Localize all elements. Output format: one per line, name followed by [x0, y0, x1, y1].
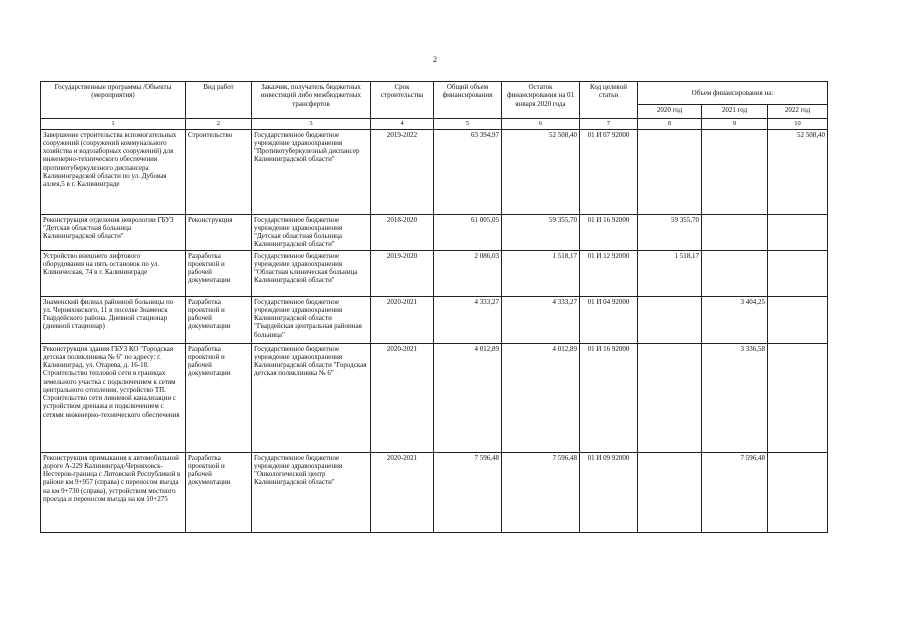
cell-remainder: 59 355,70 — [502, 214, 580, 250]
cell-program: Завершение строительства вспомогательных сооружений (сооружений коммунального хозяйства и водозаборных сооружений) для инженерно-технического обеспечения противотуберкулезного диспансера Калининградской области по ул. Дубовая аллея,5 в г. Калининграде — [41, 129, 186, 214]
cell-term: 2019-2020 — [371, 250, 434, 296]
cell-total: 7 596,48 — [434, 452, 502, 532]
cell-2021: 3 336,58 — [702, 343, 768, 452]
table-row — [41, 129, 828, 214]
header-total: Общий объем финансирования — [434, 82, 502, 119]
cell-code: 01 И 07 92000 — [580, 129, 638, 214]
column-number: 4 — [371, 119, 434, 130]
cell-customer: Государственное бюджетное учреждение здравоохранения "Онкологический центр Калининградской области" — [252, 452, 371, 532]
cell-2020 — [638, 452, 702, 532]
cell-2022 — [768, 250, 828, 296]
cell-term: 2020-2021 — [371, 296, 434, 343]
cell-total: 4 333,27 — [434, 296, 502, 343]
cell-2021: 7 596,48 — [702, 452, 768, 532]
cell-total: 63 394,97 — [434, 129, 502, 214]
cell-code: 01 И 16 92000 — [580, 343, 638, 452]
cell-customer: Государственное бюджетное учреждение здравоохранения "Областная клиническая больница Калининградской области" — [252, 250, 371, 296]
cell-total: 4 012,89 — [434, 343, 502, 452]
column-number: 9 — [702, 119, 768, 130]
table-row — [41, 214, 828, 250]
cell-program: Реконструкция здания ГБУЗ КО "Городская детская поликлиника № 6" по адресу: г. Калининград, ул. Отарева, д. 16-18. Строительство тепловой сети в границах земельного участка с подключением к сетям центрального отопления, устройство ТП. Строительство сети ливневой канализации с устройством дренажа и подключением с сетями инженерно-технического обеспечения — [41, 343, 186, 452]
budget-table — [40, 81, 828, 533]
cell-2020 — [638, 129, 702, 214]
cell-work-type: Разработка проектной и рабочей документации — [186, 296, 252, 343]
table-row — [41, 296, 828, 343]
page-number: 2 — [433, 55, 437, 64]
cell-work-type: Разработка проектной и рабочей документации — [186, 250, 252, 296]
cell-customer: Государственное бюджетное учреждение здравоохранения Калининградской области "Городская детская поликлиника № 6" — [252, 343, 371, 452]
cell-remainder: 4 012,89 — [502, 343, 580, 452]
cell-program: Реконструкция примыкания к автомобильной дороге А-229 Калининград-Черняховск-Нестеров-граница с Литовской Республикой в районе км 9+957 (справа) с переносом въезда на км 9+730 (справа), устройством местного проезда и переносом въезда на км 10+275 — [41, 452, 186, 532]
cell-work-type: Реконструкция — [186, 214, 252, 250]
header-funding: Объем финансирования на: — [638, 82, 828, 105]
cell-remainder: 7 596,48 — [502, 452, 580, 532]
column-number: 2 — [186, 119, 252, 130]
cell-code: 01 И 04 92000 — [580, 296, 638, 343]
cell-term: 2018-2020 — [371, 214, 434, 250]
cell-total: 61 005,05 — [434, 214, 502, 250]
cell-2021 — [702, 250, 768, 296]
header-code: Код целевой статьи — [580, 82, 638, 119]
cell-term: 2020-2021 — [371, 343, 434, 452]
header-year-2021: 2021 год — [702, 105, 768, 119]
table-row — [41, 250, 828, 296]
cell-program: Устройство внешнего лифтового оборудования на пять остановок по ул. Клиническая, 74 в г. Калининграде — [41, 250, 186, 296]
column-number: 1 — [41, 119, 186, 130]
cell-2022: 52 508,40 — [768, 129, 828, 214]
cell-2022 — [768, 343, 828, 452]
cell-code: 01 И 12 92000 — [580, 250, 638, 296]
table-row — [41, 452, 828, 532]
cell-2021: 3 404,25 — [702, 296, 768, 343]
column-number: 7 — [580, 119, 638, 130]
cell-2022 — [768, 452, 828, 532]
cell-customer: Государственное бюджетное учреждение здравоохранения Калининградской области "Гвардейская центральная районная больница" — [252, 296, 371, 343]
header-remainder: Остаток финансирования на 01 января 2020 года — [502, 82, 580, 119]
header-customer: Заказчик, получатель бюджетных инвестиций либо межбюджетных трансфертов — [252, 82, 371, 119]
cell-2020 — [638, 296, 702, 343]
cell-work-type: Разработка проектной и рабочей документации — [186, 343, 252, 452]
table-row — [41, 343, 828, 452]
cell-customer: Государственное бюджетное учреждение здравоохранения "Детская областная больница Калининградской области" — [252, 214, 371, 250]
header-term: Срок строительства — [371, 82, 434, 119]
cell-term: 2019-2022 — [371, 129, 434, 214]
column-number: 10 — [768, 119, 828, 130]
column-number: 8 — [638, 119, 702, 130]
cell-2020: 59 355,70 — [638, 214, 702, 250]
cell-remainder: 52 508,40 — [502, 129, 580, 214]
cell-work-type: Строительство — [186, 129, 252, 214]
cell-remainder: 1 518,17 — [502, 250, 580, 296]
header-work-type: Вид работ — [186, 82, 252, 119]
column-number: 6 — [502, 119, 580, 130]
cell-2021 — [702, 129, 768, 214]
cell-2021 — [702, 214, 768, 250]
cell-2020 — [638, 343, 702, 452]
cell-remainder: 4 333,27 — [502, 296, 580, 343]
cell-program: Знаменский филиал районной больницы по ул. Черняховского, 11 в поселке Знаменск Гвардейского района. Дневной стационар (дневной стационар) — [41, 296, 186, 343]
cell-2022 — [768, 296, 828, 343]
cell-program: Реконструкция отделения неврологии ГБУЗ "Детская областная больница Калининградской области" — [41, 214, 186, 250]
header-year-2020: 2020 год — [638, 105, 702, 119]
cell-customer: Государственное бюджетное учреждение здравоохранения "Противотуберкулезный диспансер Калининградской области" — [252, 129, 371, 214]
cell-work-type: Разработка проектной и рабочей документации — [186, 452, 252, 532]
cell-2020: 1 518,17 — [638, 250, 702, 296]
column-numbers-row — [41, 119, 828, 130]
cell-term: 2020-2021 — [371, 452, 434, 532]
column-number: 5 — [434, 119, 502, 130]
header-year-2022: 2022 год — [768, 105, 828, 119]
cell-total: 2 086,03 — [434, 250, 502, 296]
column-number: 3 — [252, 119, 371, 130]
header-row — [41, 82, 828, 105]
cell-2022 — [768, 214, 828, 250]
cell-code: 01 И 09 92000 — [580, 452, 638, 532]
cell-code: 01 И 16 92000 — [580, 214, 638, 250]
header-program: Государственные программы /Объекты (мероприятия) — [41, 82, 186, 119]
